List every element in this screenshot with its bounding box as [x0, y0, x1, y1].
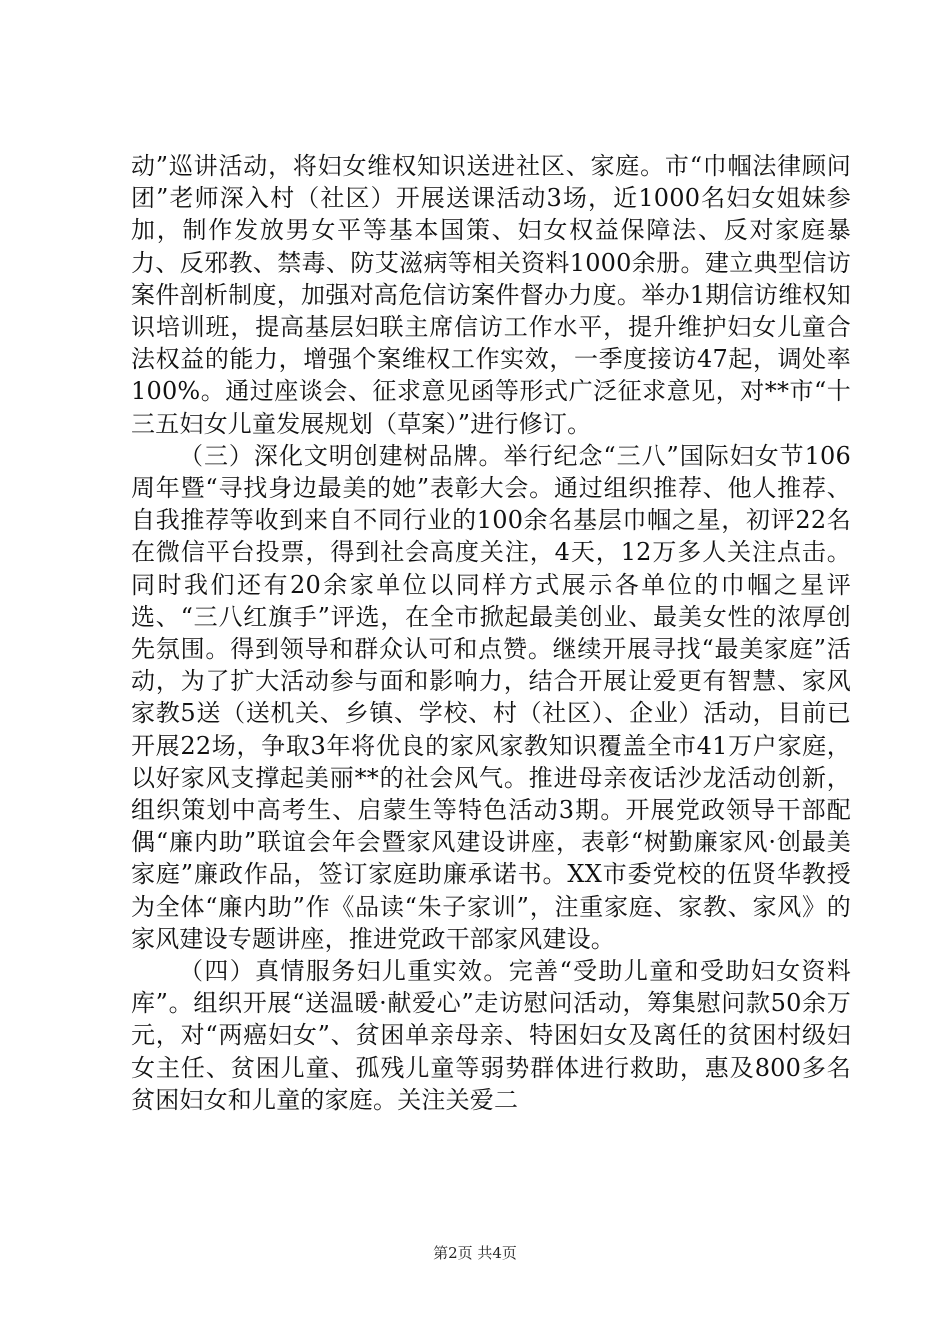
- page-number-footer: 第2页 共4页: [433, 1244, 517, 1262]
- paragraph-section-three: （三）深化文明创建树品牌。举行纪念“三八”国际妇女节106周年暨“寻找身边最美的她”表彰大会。通过组织推荐、他人推荐、自我推荐等收到来自不同行业的100余名基层巾帼之星，初评22名在微信平台投票，得到社会高度关注，4天，12万多人关注点击。同时我们还有20余家单位以同样方式展示各单位的巾帼之星评选、“三八红旗手”评选，在全市掀起最美创业、最美女性的浓厚创先氛围。得到领导和群众认可和点赞。继续开展寻找“最美家庭”活动，为了扩大活动参与面和影响力，结合开展让爱更有智慧、家风家教5送（送机关、乡镇、学校、村（社区）、企业）活动，目前已开展22场，争取3年将优良的家风家教知识覆盖全市41万户家庭，以好家风支撑起美丽**的社会风气。推进母亲夜话沙龙活动创新，组织策划中高考生、启蒙生等特色活动3期。开展党政领导干部配偶“廉内助”联谊会年会暨家风建设讲座，表彰“树勤廉家风·创最美家庭”廉政作品，签订家庭助廉承诺书。XX市委党校的伍贤华教授为全体“廉内助”作《品读“朱子家训”，注重家庭、家教、家风》的家风建设专题讲座，推进党政干部家风建设。: [131, 441, 851, 953]
- document-body: [131, 150, 851, 1116]
- paragraph-continued: 动”巡讲活动，将妇女维权知识送进社区、家庭。市“巾帼法律顾问团”老师深入村（社区）开展送课活动3场，近1000名妇女姐妹参加，制作发放男女平等基本国策、妇女权益保障法、反对家庭暴力、反邪教、禁毒、防艾滋病等相关资料1000余册。建立典型信访案件剖析制度，加强对高危信访案件督办力度。举办1期信访维权知识培训班，提高基层妇联主席信访工作水平，提升维护妇女儿童合法权益的能力，增强个案维权工作实效，一季度接访47起，调处率100%。通过座谈会、征求意见函等形式广泛征求意见，对**市“十三五妇女儿童发展规划（草案）”进行修订。: [131, 152, 851, 438]
- paragraph-section-four: （四）真情服务妇儿重实效。完善“受助儿童和受助妇女资料库”。组织开展“送温暖·献爱心”走访慰问活动，筹集慰问款50余万元，对“两癌妇女”、贫困单亲母亲、特困妇女及离任的贫困村级妇女主任、贫困儿童、孤残儿童等弱势群体进行救助，惠及800多名贫困妇女和儿童的家庭。关注关爱二: [131, 957, 851, 1114]
